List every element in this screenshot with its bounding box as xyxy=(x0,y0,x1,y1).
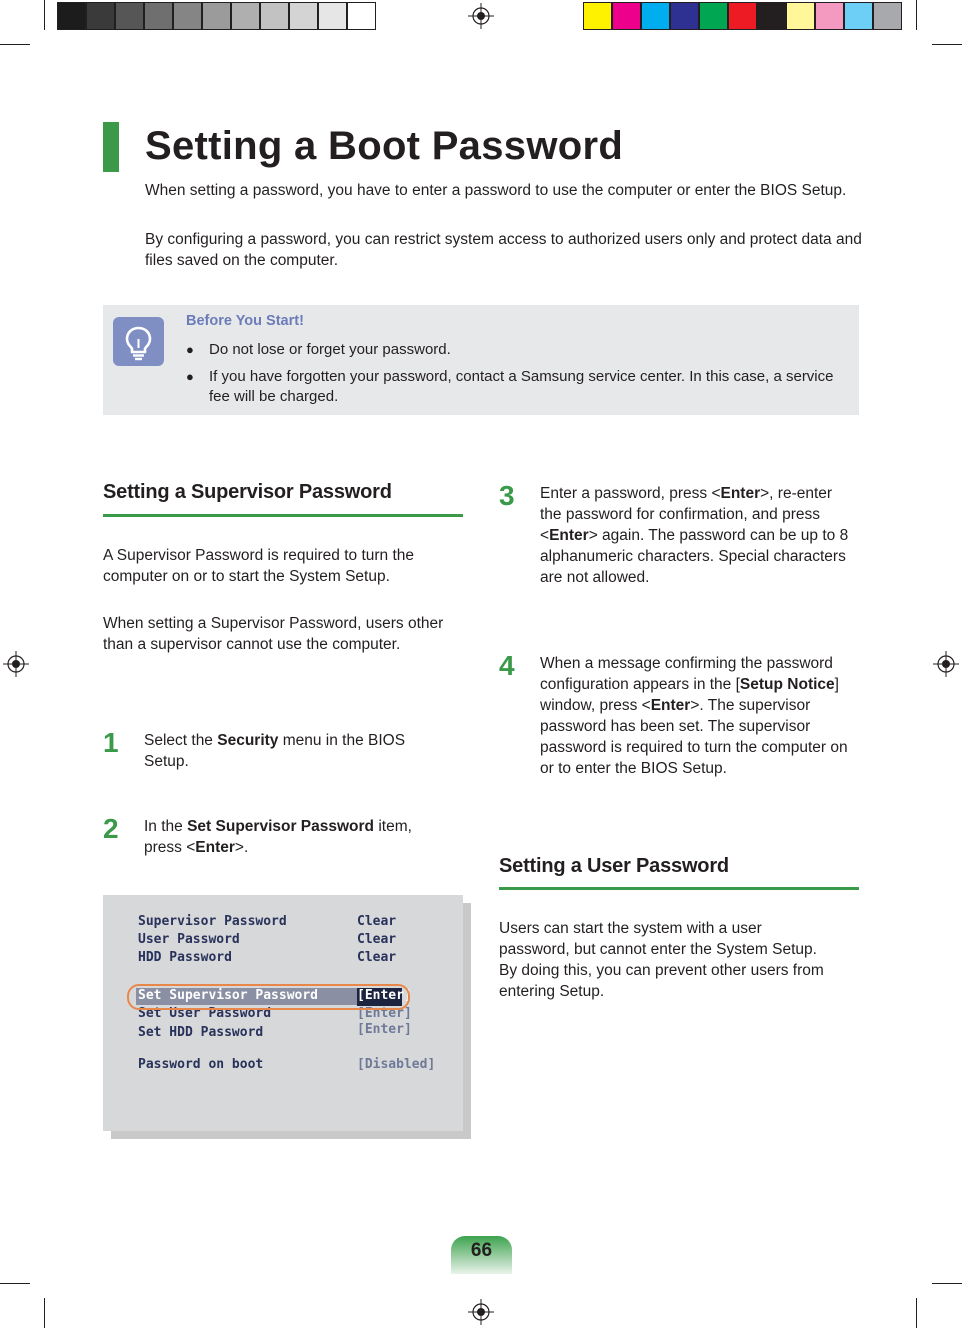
page-number: 66 xyxy=(470,1240,493,1261)
highlight-callout xyxy=(127,984,410,1010)
bios-row-value: [Disabled] xyxy=(357,1057,436,1072)
step-number: 3 xyxy=(499,480,515,511)
bullet-icon: ● xyxy=(186,342,194,357)
step-text: Enter a password, press <Enter>, re-enter the password for confirmation, and press <Enter> again. The password can be up to 8 alphanumeric characters. Special characters are not allowed. xyxy=(540,485,849,586)
bios-row-label[interactable]: Set HDD Password xyxy=(138,1025,264,1040)
gray-swatch xyxy=(231,2,260,30)
user-heading: Setting a User Password xyxy=(499,855,729,877)
bios-row-label[interactable]: Set User Password xyxy=(138,1006,272,1021)
bios-set-supervisor-password[interactable]: Set Supervisor Password xyxy=(138,988,319,1003)
note-title: Before You Start! xyxy=(186,313,304,329)
color-swatch xyxy=(786,2,815,30)
step-number: 1 xyxy=(103,727,119,758)
gray-swatch xyxy=(318,2,347,30)
crop-mark xyxy=(0,1283,30,1284)
color-swatch xyxy=(728,2,757,30)
note-item: If you have forgotten your password, contact a Samsung service center. In this case, a service fee will be charged. xyxy=(209,368,834,405)
color-swatch xyxy=(699,2,728,30)
gray-swatch xyxy=(57,2,86,30)
bios-row-label: Supervisor Password xyxy=(138,914,287,929)
gray-swatch xyxy=(289,2,318,30)
step-number: 4 xyxy=(499,650,515,681)
step-text: Select the Security menu in the BIOS Setup. xyxy=(144,732,406,770)
intro-paragraph-2: By configuring a password, you can restrict system access to authorized users only and protect data and files saved on the computer. xyxy=(145,231,862,269)
supervisor-heading: Setting a Supervisor Password xyxy=(103,481,392,503)
registration-mark-icon xyxy=(933,651,959,677)
bios-row-value: [Enter] xyxy=(357,1006,412,1021)
color-swatch xyxy=(612,2,641,30)
bios-row-value: Clear xyxy=(357,950,397,965)
step-number: 2 xyxy=(103,813,119,844)
page-title: Setting a Boot Password xyxy=(145,124,624,168)
gray-swatch xyxy=(202,2,231,30)
crop-mark xyxy=(916,0,917,30)
heading-rule xyxy=(103,514,463,517)
crop-mark xyxy=(44,1298,45,1328)
step-text: In the Set Supervisor Password item, press <Enter>. xyxy=(144,818,412,856)
bios-row-value: Clear xyxy=(357,932,397,947)
bios-row-label[interactable]: Password on boot xyxy=(138,1057,264,1072)
color-swatch xyxy=(641,2,670,30)
gray-swatch xyxy=(260,2,289,30)
color-swatch xyxy=(815,2,844,30)
crop-mark xyxy=(916,1298,917,1328)
crop-mark xyxy=(932,44,962,45)
bullet-icon: ● xyxy=(186,369,194,384)
bios-row-label: User Password xyxy=(138,932,240,947)
gray-swatch xyxy=(173,2,202,30)
color-swatch xyxy=(844,2,873,30)
color-swatch xyxy=(873,2,902,30)
registration-mark-icon xyxy=(468,3,494,29)
bios-row-label: HDD Password xyxy=(138,950,232,965)
registration-mark-icon xyxy=(468,1299,494,1325)
intro-paragraph-1: When setting a password, you have to enter a password to use the computer or enter the BIOS Setup. xyxy=(145,182,847,199)
supervisor-paragraph-2: When setting a Supervisor Password, users other than a supervisor cannot use the computer. xyxy=(103,615,444,653)
color-swatch xyxy=(757,2,786,30)
crop-mark xyxy=(932,1283,962,1284)
registration-mark-icon xyxy=(3,651,29,677)
title-accent-bar xyxy=(103,122,119,172)
step-text: When a message confirming the password configuration appears in the [Setup Notice] window, press <Enter>. The supervisor password has been set. The supervisor password is required to turn the computer on or to enter the BIOS Setup. xyxy=(540,655,848,777)
gray-swatch xyxy=(115,2,144,30)
gray-swatch xyxy=(347,2,376,30)
crop-mark xyxy=(0,44,30,45)
color-swatch xyxy=(670,2,699,30)
crop-mark xyxy=(44,0,45,30)
gray-swatch xyxy=(144,2,173,30)
note-item: Do not lose or forget your password. xyxy=(209,341,451,358)
gray-swatch xyxy=(86,2,115,30)
lightbulb-icon xyxy=(113,317,164,366)
user-paragraph: Users can start the system with a user password, but cannot enter the System Setup. By doing this, you can prevent other users from entering Setup. xyxy=(499,920,824,1000)
color-swatch xyxy=(583,2,612,30)
heading-rule xyxy=(499,887,859,890)
supervisor-paragraph-1: A Supervisor Password is required to turn the computer on or to start the System Setup. xyxy=(103,547,415,585)
bios-row-value: Clear xyxy=(357,914,397,929)
bios-row-value: [Enter] xyxy=(357,1022,412,1037)
bios-enter-value[interactable]: [Enter] xyxy=(357,988,412,1003)
